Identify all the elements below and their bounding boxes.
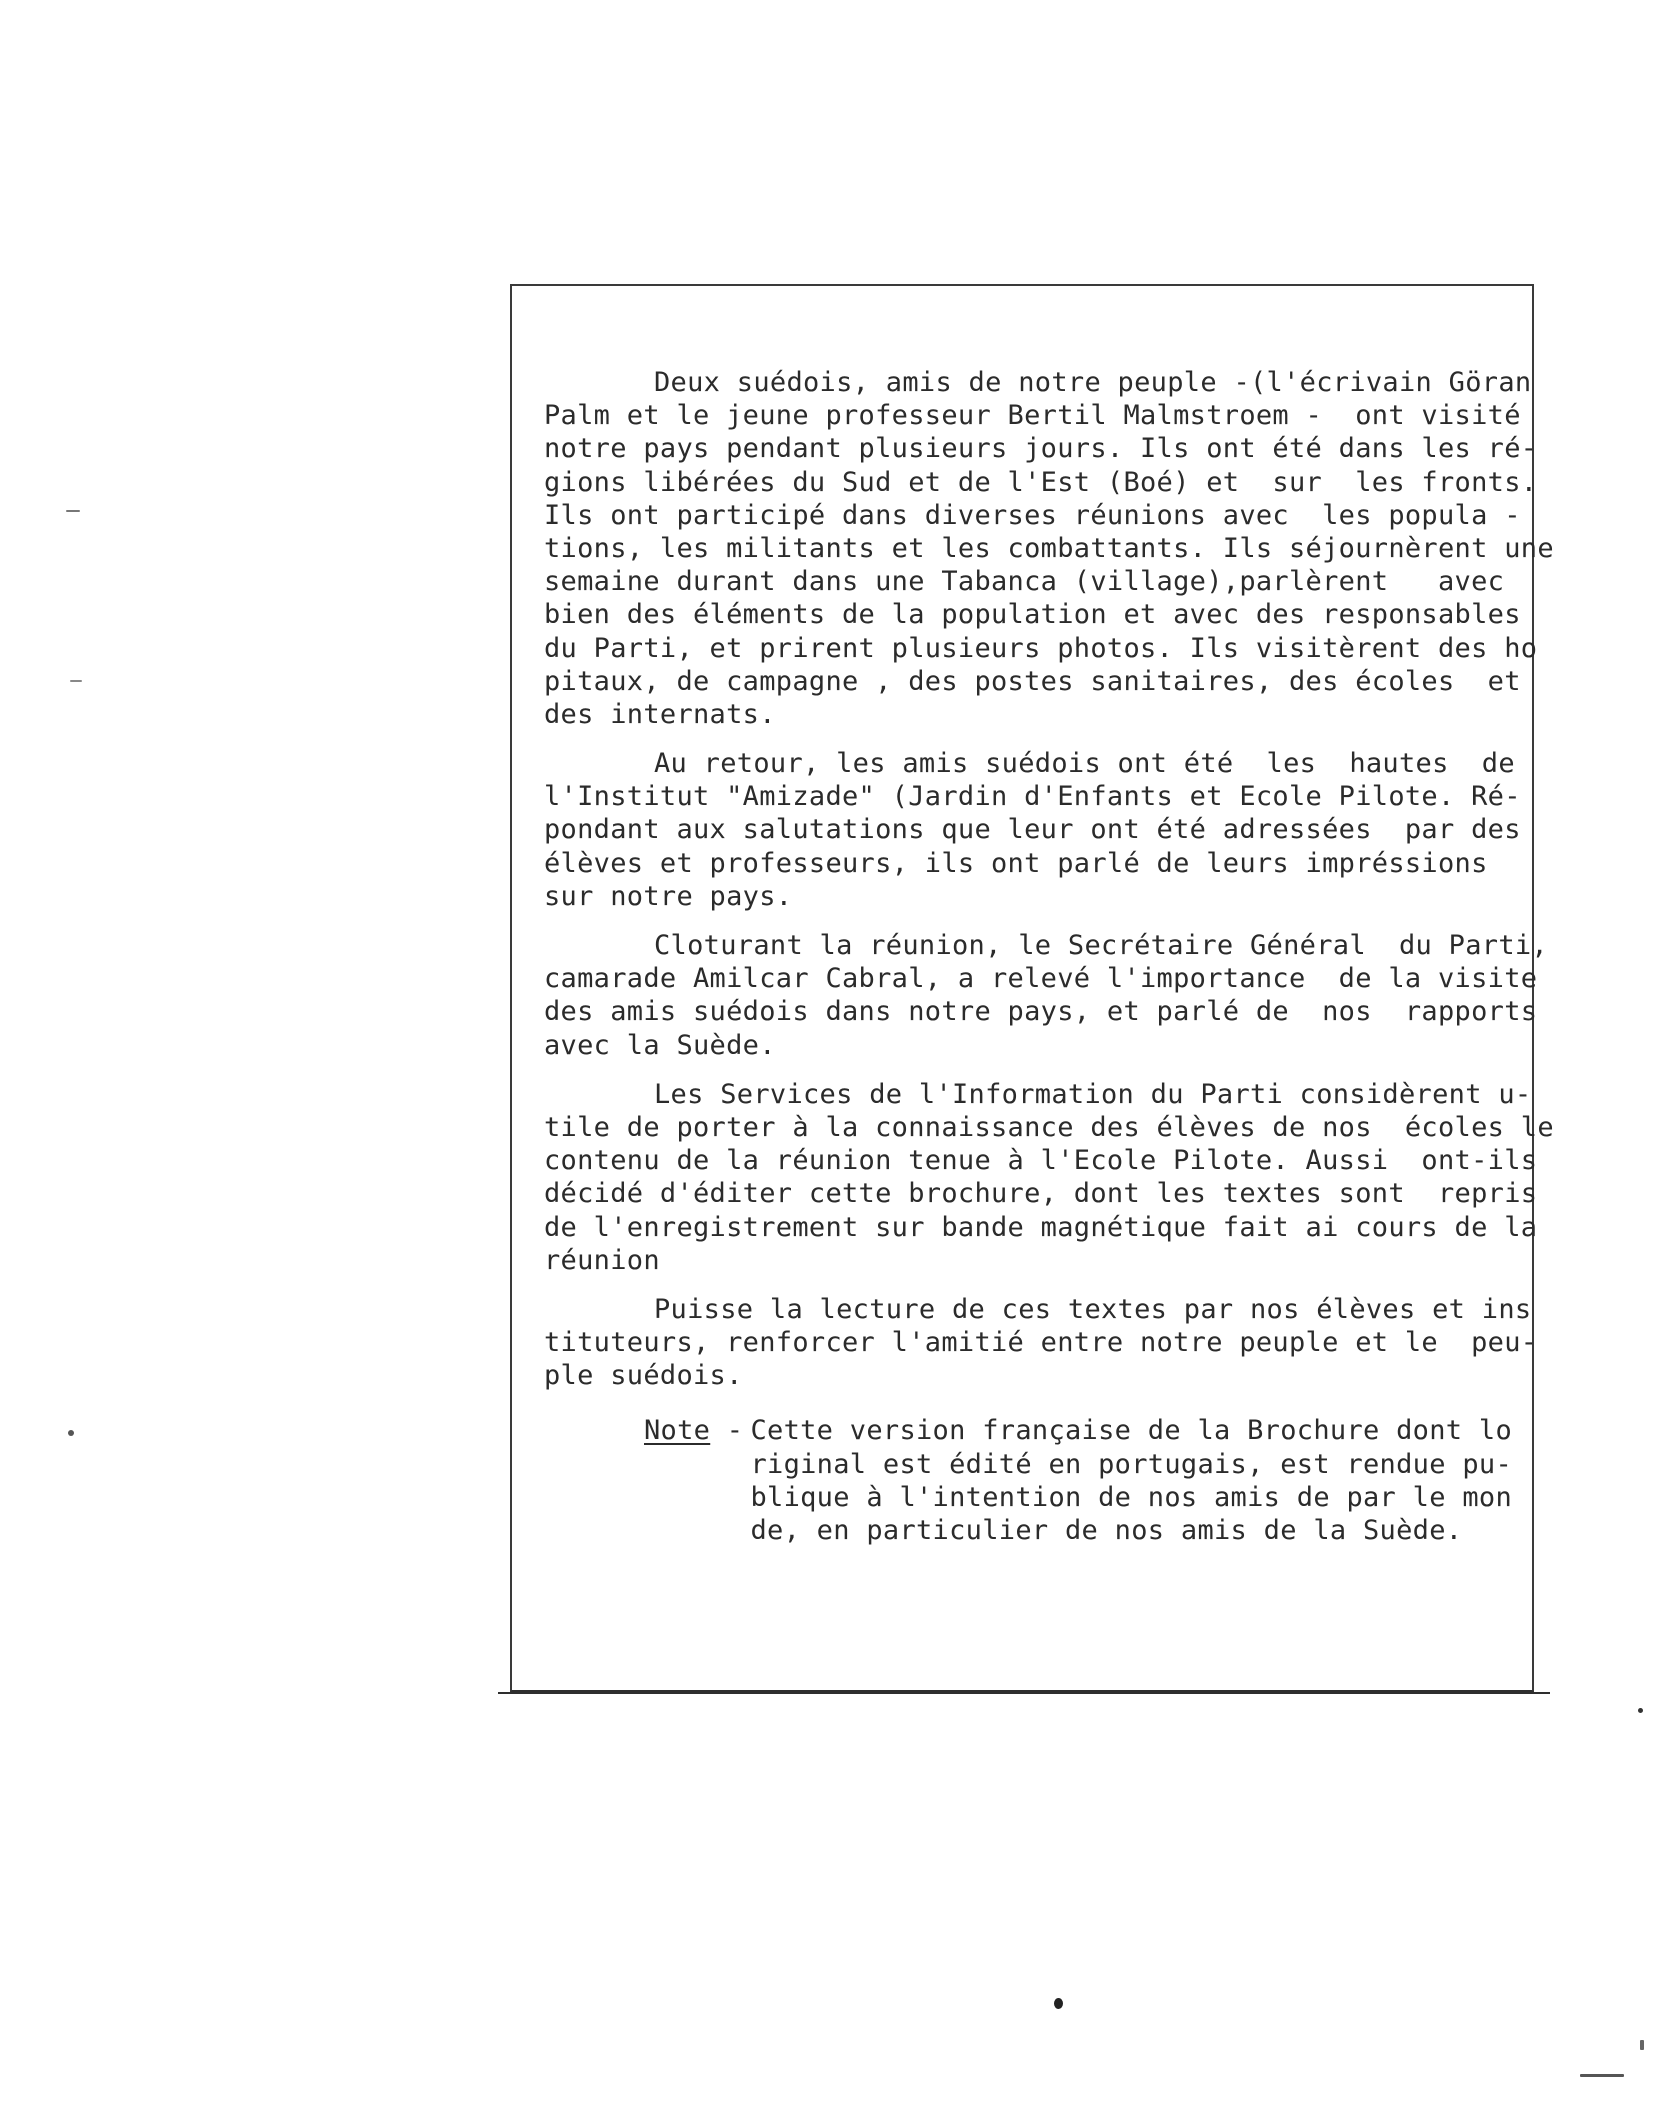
text-line: sur notre pays. xyxy=(544,880,793,912)
note-label-wrap xyxy=(544,1414,750,1547)
paragraph-1 xyxy=(544,366,1554,731)
text-line: pondant aux salutations que leur ont été adressées par des xyxy=(544,814,1521,846)
text-line: des internats. xyxy=(544,698,776,730)
paragraph-4 xyxy=(544,1078,1554,1277)
text-line: tituteurs, renforcer l'amitié entre notre peuple et le peu- xyxy=(544,1327,1538,1359)
scan-speck xyxy=(66,510,80,512)
scan-speck xyxy=(1580,2074,1624,2077)
text-line: Les Services de l'Information du Parti considèrent u- xyxy=(654,1078,1532,1110)
text-line: réunion xyxy=(544,1244,660,1276)
note-line: de, en particulier de nos amis de la Suède. xyxy=(750,1515,1463,1546)
text-line: notre pays pendant plusieurs jours. Ils ont été dans les ré- xyxy=(544,433,1538,465)
note-block xyxy=(544,1414,1512,1547)
text-line: Deux suédois, amis de notre peuple -(l'écrivain Göran xyxy=(654,367,1532,398)
text-line: pitaux, de campagne , des postes sanitaires, des écoles et xyxy=(544,665,1521,697)
text-line: des amis suédois dans notre pays, et parlé de nos rapports xyxy=(544,996,1538,1028)
note-line: blique à l'intention de nos amis de par le mon xyxy=(750,1481,1512,1513)
text-line: gions libérées du Sud et de l'Est (Boé) et sur les fronts. xyxy=(544,466,1538,498)
text-line: bien des éléments de la population et avec des responsables xyxy=(544,599,1521,631)
note-dash: - xyxy=(726,1415,744,1447)
note-line: riginal est édité en portugais, est rendue pu- xyxy=(750,1448,1512,1480)
text-line: semaine durant dans une Tabanca (village),parlèrent avec xyxy=(544,566,1505,598)
typed-text-block xyxy=(544,366,1554,1547)
text-frame xyxy=(510,284,1554,1692)
text-line: décidé d'éditer cette brochure, dont les textes sont repris xyxy=(544,1178,1538,1210)
text-line: Au retour, les amis suédois ont été les hautes de xyxy=(654,748,1515,780)
text-line: Puisse la lecture de ces textes par nos élèves et ins xyxy=(654,1293,1532,1325)
text-line: tions, les militants et les combattants. Ils séjournèrent une xyxy=(544,532,1554,564)
scan-speck xyxy=(1640,2040,1644,2050)
text-line: camarade Amilcar Cabral, a relevé l'importance de la visite xyxy=(544,963,1538,995)
text-line: élèves et professeurs, ils ont parlé de leurs impréssions xyxy=(544,847,1488,879)
text-line: tile de porter à la connaissance des élèves de nos écoles le xyxy=(544,1111,1554,1143)
scan-speck xyxy=(1638,1708,1643,1713)
note-body xyxy=(750,1414,1512,1547)
text-line: contenu de la réunion tenue à l'Ecole Pilote. Aussi ont-ils xyxy=(544,1145,1538,1177)
paragraph-5 xyxy=(544,1293,1538,1393)
frame-bottom-rule xyxy=(498,1692,1550,1694)
scan-speck xyxy=(1054,1998,1063,2009)
text-line: Cloturant la réunion, le Secrétaire Général du Parti, xyxy=(654,930,1548,961)
text-line: Ils ont participé dans diverses réunions avec les popula - xyxy=(544,499,1521,531)
text-line: l'Institut "Amizade" (Jardin d'Enfants et Ecole Pilote. Ré- xyxy=(544,781,1521,813)
text-line: ple suédois. xyxy=(544,1360,743,1392)
paragraph-3 xyxy=(544,929,1548,1062)
text-line: du Parti, et prirent plusieurs photos. Ils visitèrent des ho xyxy=(544,632,1538,664)
note-line: Cette version française de la Brochure dont lo xyxy=(750,1415,1512,1447)
text-line: Palm et le jeune professeur Bertil Malmstroem - ont visité xyxy=(544,400,1521,432)
paragraph-2 xyxy=(544,747,1521,913)
scan-speck xyxy=(68,1430,74,1436)
scan-speck xyxy=(70,680,82,682)
note-label: Note xyxy=(644,1415,711,1447)
text-line: avec la Suède. xyxy=(544,1029,776,1061)
text-line: de l'enregistrement sur bande magnétique fait ai cours de la xyxy=(544,1211,1538,1243)
